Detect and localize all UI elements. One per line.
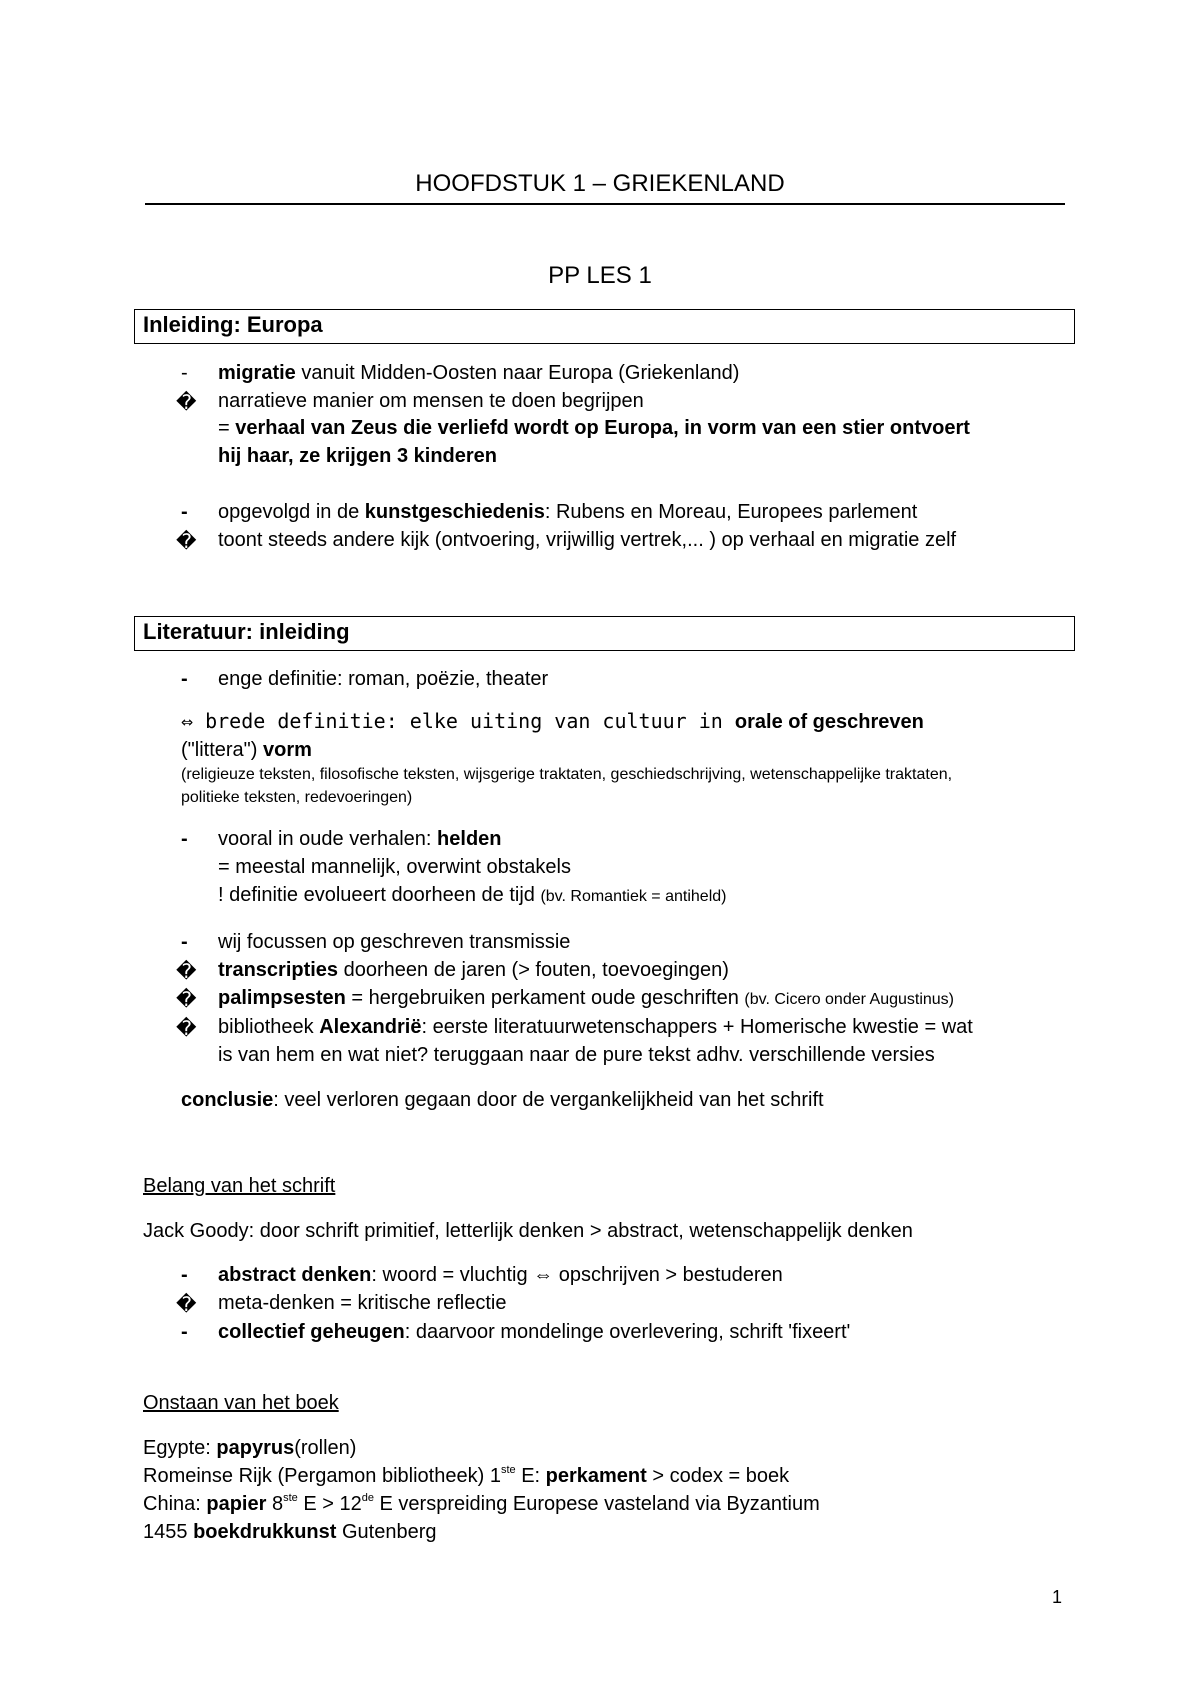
line-text: : daarvoor mondelinge overlevering, schrift 'fixeert' (404, 1321, 851, 1343)
superscript: ste (500, 1464, 516, 1476)
text-line (143, 1493, 820, 1516)
bullet-dash: - (181, 931, 188, 953)
text-line (218, 362, 739, 385)
bullet-dash: - (181, 1264, 188, 1286)
text-line (218, 987, 954, 1010)
bullet-arrow: � (176, 1294, 197, 1316)
line-text: doorheen de jaren (> fouten, toevoegingen) (338, 959, 729, 981)
section-heading: Literatuur: inleiding (143, 619, 350, 644)
mono-text: ⇔ brede definitie: elke uiting van cultuur in (181, 709, 735, 733)
line-text: : veel verloren gegaan door de vergankelijkheid van het schrift (273, 1089, 824, 1111)
small-note: (bv. Cicero onder Augustinus) (744, 991, 955, 1008)
line-text: Romeinse Rijk (Pergamon bibliotheek) 1 (143, 1465, 501, 1487)
bullet-arrow: � (176, 961, 197, 983)
text-line: meta-denken = kritische reflectie (218, 1292, 507, 1314)
line-text: : woord = vluchtig ⇔ opschrijven > bestuderen (371, 1264, 783, 1286)
text-line: Jack Goody: door schrift primitief, letterlijk denken > abstract, wetenschappelijk denken (143, 1220, 913, 1242)
bold-term: papier (206, 1493, 267, 1515)
line-text: = hergebruiken perkament oude geschriften (345, 987, 745, 1009)
text-line (218, 501, 917, 524)
text-line (218, 884, 726, 907)
text-line: politieke teksten, redevoeringen) (181, 789, 413, 806)
bold-term: Alexandrië (319, 1016, 422, 1038)
small-note: (bv. Romantiek = antiheld) (540, 888, 727, 905)
line-text: vooral in oude verhalen: (218, 828, 438, 850)
bold-term: verhaal van Zeus die verliefd wordt op Europa, in vorm van een stier ontvoert (235, 417, 970, 439)
bold-term: helden (437, 828, 502, 850)
chapter-title: HOOFDSTUK 1 – GRIEKENLAND (415, 170, 785, 197)
bullet-dash: - (181, 1321, 188, 1343)
section-heading-box (134, 616, 1075, 651)
line-text: = (218, 417, 236, 439)
line-text: China: (143, 1493, 207, 1515)
line-text: (rollen) (294, 1437, 357, 1459)
bullet-dash: - (181, 668, 188, 690)
text-line: wij focussen op geschreven transmissie (218, 931, 571, 953)
section-heading: Inleiding: Europa (143, 312, 323, 337)
text-line (218, 417, 970, 440)
bold-term: collectief geheugen (218, 1321, 405, 1343)
line-text: E > 12 (297, 1493, 362, 1515)
bold-term: migratie (218, 362, 296, 384)
superscript: de (361, 1492, 374, 1504)
text-line: narratieve manier om mensen te doen begrijpen (218, 390, 644, 412)
line-text: 1455 (143, 1521, 194, 1543)
bullet-arrow: � (176, 392, 197, 414)
bullet-dash: - (181, 362, 188, 384)
bold-term: orale of geschreven (734, 711, 924, 733)
text-line (181, 739, 312, 762)
line-text: > codex = boek (646, 1465, 790, 1487)
bold-term: conclusie (181, 1089, 274, 1111)
bold-term: kunstgeschiedenis (364, 501, 545, 523)
subsection-title: Onstaan van het boek (143, 1392, 339, 1414)
line-text: ("littera") (181, 739, 263, 761)
text-line (218, 959, 729, 982)
bold-term: vorm (262, 739, 312, 761)
bold-term: perkament (545, 1465, 647, 1487)
text-line (181, 1089, 824, 1112)
text-line: enge definitie: roman, poëzie, theater (218, 668, 549, 690)
lesson-subtitle: PP LES 1 (548, 262, 652, 289)
line-text: ! definitie evolueert doorheen de tijd (218, 884, 541, 906)
text-line (143, 1465, 789, 1488)
text-line (218, 1016, 973, 1039)
page-number: 1 (1052, 1587, 1063, 1607)
line-text: E: (515, 1465, 546, 1487)
bullet-arrow: � (176, 989, 197, 1011)
superscript: ste (283, 1492, 298, 1504)
line-text: E verspreiding Europese vasteland via Byzantium (373, 1493, 820, 1515)
subsection-title: Belang van het schrift (143, 1175, 336, 1197)
text-line (218, 1321, 850, 1344)
text-line (143, 1521, 437, 1544)
text-line (181, 709, 924, 734)
section-heading-box (134, 309, 1075, 344)
line-text: : Rubens en Moreau, Europees parlement (544, 501, 918, 523)
bullet-arrow: � (176, 1018, 197, 1040)
bold-term: boekdrukkunst (193, 1521, 337, 1543)
line-text: vanuit Midden-Oosten naar Europa (Griekenland) (295, 362, 740, 384)
text-line: is van hem en wat niet? teruggaan naar de pure tekst adhv. verschillende versies (218, 1044, 935, 1066)
bullet-arrow: � (176, 531, 197, 553)
bold-term: transcripties (218, 959, 339, 981)
line-text: 8 (266, 1493, 284, 1515)
bullet-dash: - (181, 501, 188, 523)
text-line (218, 828, 502, 851)
line-text: Egypte: (143, 1437, 217, 1459)
line-text: bibliotheek (218, 1016, 320, 1038)
bullet-dash: - (181, 828, 188, 850)
bold-term: abstract denken (218, 1264, 372, 1286)
line-text: : eerste literatuurwetenschappers + Homerische kwestie = wat (421, 1016, 973, 1038)
title-rule (145, 203, 1065, 205)
bold-term: papyrus (216, 1437, 295, 1459)
bold-term: palimpsesten (218, 987, 346, 1009)
text-line: = meestal mannelijk, overwint obstakels (218, 856, 571, 878)
line-text: opgevolgd in de (218, 501, 365, 523)
text-line: toont steeds andere kijk (ontvoering, vrijwillig vertrek,... ) op verhaal en migratie zelf (218, 529, 957, 551)
text-line: (religieuze teksten, filosofische teksten, wijsgerige traktaten, geschiedschrijving, wetenschappelijke traktaten, (181, 766, 953, 783)
text-line: hij haar, ze krijgen 3 kinderen (218, 445, 497, 467)
line-text: Gutenberg (336, 1521, 437, 1543)
text-line (143, 1437, 356, 1460)
text-line (218, 1264, 783, 1287)
